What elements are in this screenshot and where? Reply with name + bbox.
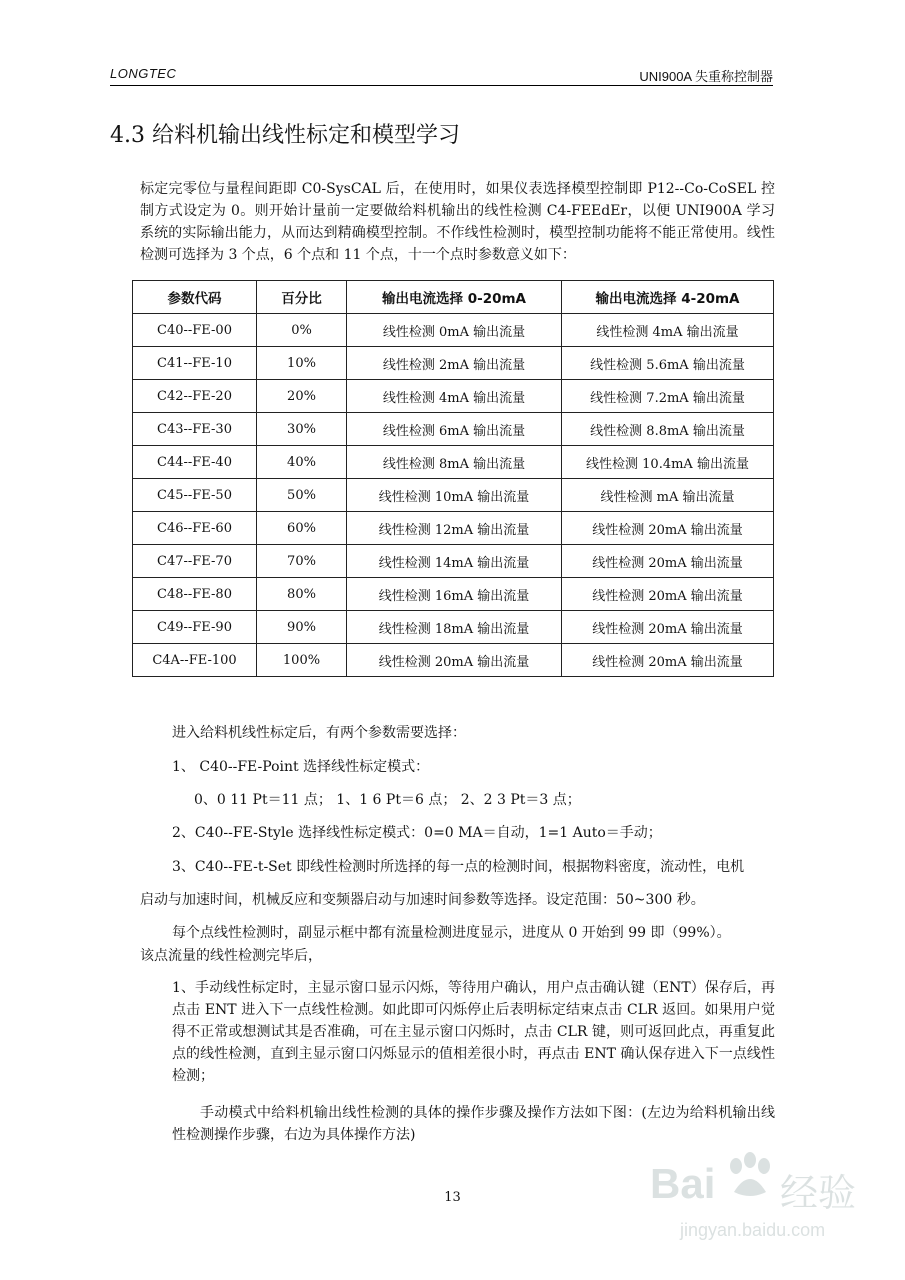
table-cell: 线性检测 8.8mA 输出流量 [562, 413, 774, 446]
table-cell: 线性检测 mA 输出流量 [562, 479, 774, 512]
table-cell: C43--FE-30 [133, 413, 257, 446]
table-cell: 线性检测 0mA 输出流量 [347, 314, 562, 347]
item-time-set-line1: 3、C40--FE-t-Set 即线性检测时所选择的每一点的检测时间，根据物料密度，流动性，电机 [172, 859, 745, 875]
table-cell: 线性检测 20mA 输出流量 [562, 512, 774, 545]
table-cell: C46--FE-60 [133, 512, 257, 545]
table-cell: 线性检测 20mA 输出流量 [562, 644, 774, 677]
item-time-set-line2: 启动与加速时间，机械反应和变频器启动与加速时间参数等选择。设定范围：50~300 秒。 [140, 892, 705, 908]
watermark-brand-cn: 经验 [780, 1173, 857, 1215]
item-style-mode: 2、C40--FE-Style 选择线性标定模式：0=0 MA＝自动，1=1 Auto＝手动； [172, 825, 662, 841]
table-cell: 20% [257, 380, 347, 413]
table-cell: 70% [257, 545, 347, 578]
table-cell: 线性检测 20mA 输出流量 [562, 611, 774, 644]
table-cell: 线性检测 10mA 输出流量 [347, 479, 562, 512]
steps-paragraph: 手动模式中给料机输出线性检测的具体的操作步骤及操作方法如下图：(左边为给料机输出线性检测操作步骤，右边为具体操作方法) [172, 1105, 775, 1143]
watermark-brand: Bai [650, 1160, 716, 1207]
table-cell: 线性检测 20mA 输出流量 [347, 644, 562, 677]
table-row [133, 512, 774, 545]
table-header-row [133, 281, 774, 314]
table-cell: 线性检测 20mA 输出流量 [562, 545, 774, 578]
table-cell: 线性检测 14mA 输出流量 [347, 545, 562, 578]
table-cell: C47--FE-70 [133, 545, 257, 578]
table-cell: 线性检测 7.2mA 输出流量 [562, 380, 774, 413]
parameter-table [132, 280, 774, 677]
brand-logo: LONGTEC [110, 66, 177, 81]
page-header [110, 66, 773, 88]
intro-paragraph: 标定完零位与量程间距即 C0-SysCAL 后，在使用时，如果仪表选择模型控制即 P12--Co-CoSEL 控制方式设定为 0。则开始计量前一定要做给料机输出的线性检测 C4-FEEdEr，以便 UNI900A 学习系统的实际输出能力，从而达到精确模型控制。不作线性检测时，模型控制功能将不能正常使用。线性检测可选择为 3 个点，6 个点和 11 个点，十一个点时参数意义如下： [140, 181, 775, 263]
table-row [133, 479, 774, 512]
table-cell: C42--FE-20 [133, 380, 257, 413]
table-cell: C41--FE-10 [133, 347, 257, 380]
table-cell: 线性检测 2mA 输出流量 [347, 347, 562, 380]
table-cell: 线性检测 12mA 输出流量 [347, 512, 562, 545]
table-cell: 线性检测 20mA 输出流量 [562, 578, 774, 611]
table-cell: C48--FE-80 [133, 578, 257, 611]
table-cell: 线性检测 5.6mA 输出流量 [562, 347, 774, 380]
table-cell: 线性检测 4mA 输出流量 [562, 314, 774, 347]
header-divider [110, 85, 773, 86]
table-cell: C40--FE-00 [133, 314, 257, 347]
table-cell: C49--FE-90 [133, 611, 257, 644]
document-title: UNI900A 失重称控制器 [639, 69, 773, 84]
table-cell: C44--FE-40 [133, 446, 257, 479]
progress-text-line1: 每个点线性检测时，副显示框中都有流量检测进度显示，进度从 0 开始到 99 即（99%）。 [172, 925, 731, 941]
table-cell: C45--FE-50 [133, 479, 257, 512]
baidu-watermark [640, 1140, 880, 1250]
column-header: 输出电流选择 4-20mA [562, 281, 774, 314]
table-cell: 40% [257, 446, 347, 479]
table-cell: 30% [257, 413, 347, 446]
table-cell: 60% [257, 512, 347, 545]
column-header: 百分比 [257, 281, 347, 314]
table-row [133, 413, 774, 446]
item-point-mode: 1、 C40--FE-Point 选择线性标定模式： [172, 759, 430, 775]
table-cell: 0% [257, 314, 347, 347]
column-header: 输出电流选择 0-20mA [347, 281, 562, 314]
column-header: 参数代码 [133, 281, 257, 314]
table-cell: 线性检测 8mA 输出流量 [347, 446, 562, 479]
table-cell: 90% [257, 611, 347, 644]
table-cell: 线性检测 10.4mA 输出流量 [562, 446, 774, 479]
table-cell: C4A--FE-100 [133, 644, 257, 677]
table-cell: 50% [257, 479, 347, 512]
table-cell: 线性检测 16mA 输出流量 [347, 578, 562, 611]
table-row [133, 446, 774, 479]
page-number: 13 [444, 1190, 461, 1205]
section-title: 4.3 给料机输出线性标定和模型学习 [110, 123, 460, 148]
item-point-options: 0、0 11 Pt＝11 点； 1、1 6 Pt＝6 点； 2、2 3 Pt＝3 点； [194, 792, 581, 808]
table-row [133, 314, 774, 347]
paw-icon [722, 1148, 778, 1204]
table-cell: 100% [257, 644, 347, 677]
table-row [133, 380, 774, 413]
table-cell: 线性检测 4mA 输出流量 [347, 380, 562, 413]
watermark-url: jingyan.baidu.com [680, 1220, 826, 1240]
progress-text-line2: 该点流量的线性检测完毕后， [140, 948, 322, 964]
table-row [133, 611, 774, 644]
table-row [133, 644, 774, 677]
table-cell: 线性检测 6mA 输出流量 [347, 413, 562, 446]
table-row [133, 578, 774, 611]
table-cell: 80% [257, 578, 347, 611]
after-table-text: 进入给料机线性标定后，有两个参数需要选择： [172, 725, 466, 741]
table-cell: 10% [257, 347, 347, 380]
manual-calibration-paragraph: 1、手动线性标定时，主显示窗口显示闪烁，等待用户确认，用户点击确认键（ENT）保存后，再点击 ENT 进入下一点线性检测。如此即可闪烁停止后表明标定结束点击 CLR 返回。如果用户觉得不正常或想测试其是否准确，可在主显示窗口闪烁时，点击 CLR 键，则可返回此点，再重复此点的线性检测，直到主显示窗口闪烁显示的值相差很小时，再点击 ENT 确认保存进入下一点线性检测； [172, 980, 775, 1084]
table-cell: 线性检测 18mA 输出流量 [347, 611, 562, 644]
table-row [133, 347, 774, 380]
table-row [133, 545, 774, 578]
